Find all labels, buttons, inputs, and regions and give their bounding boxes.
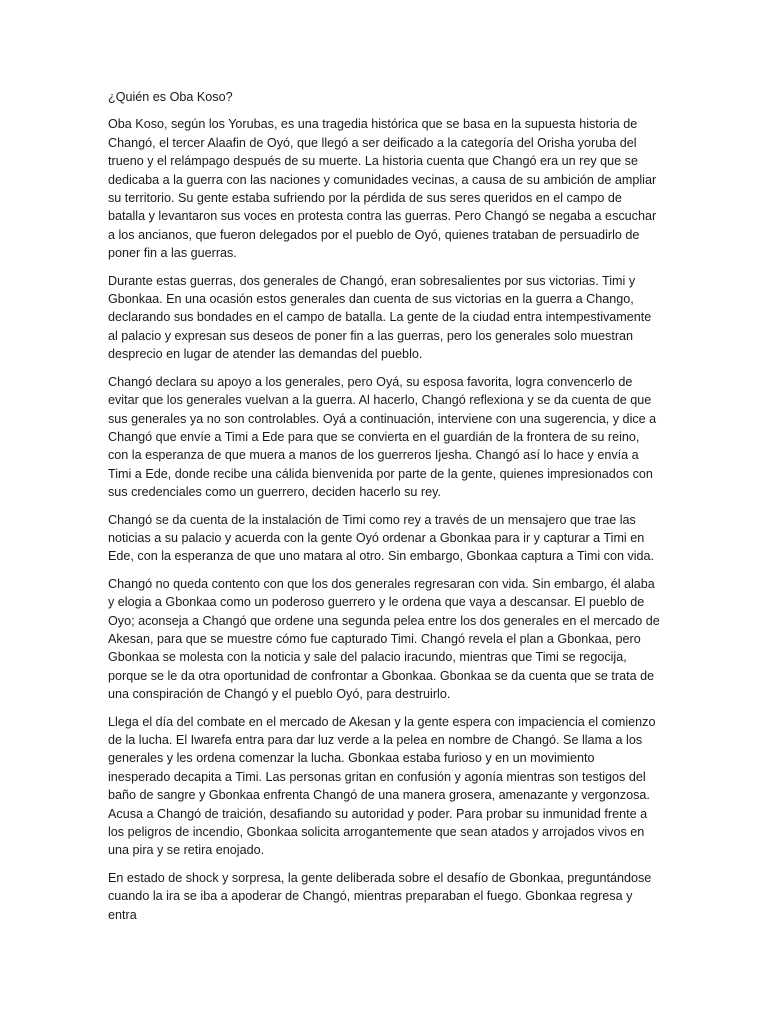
paragraph-5: Changó no queda contento con que los dos generales regresaran con vida. Sin embargo, él alaba y elogia a Gbonkaa como un poderoso guerrero y le ordena que vaya a descansar. El pueblo de Oyo; aconseja a Changó que ordene una segunda pelea entre los dos generales en el mercado de Akesan, para que se muestre cómo fue capturado Timi. Changó revela el plan a Gbonkaa, pero Gbonkaa se molesta con la noticia y sale del palacio iracundo, mientras que Timi se regocija, porque se le da otra oportunidad de confrontar a Gbonkaa. Gbonkaa se da cuenta que se trata de una conspiración de Changó y el pueblo Oyó, para destruirlo. — [108, 576, 660, 702]
document-page — [108, 88, 660, 933]
paragraph-2: Durante estas guerras, dos generales de Changó, eran sobresalientes por sus victorias. Timi y Gbonkaa. En una ocasión estos generales dan cuenta de sus victorias en la guerra a Chango, declarando sus bondades en el campo de batalla. La gente de la ciudad entra intempestivamente al palacio y expresan sus deseos de poner fin a las guerras, pero los generales solo muestran desprecio en lugar de atender las demandas del pueblo. — [108, 273, 652, 362]
document-title: ¿Quién es Oba Koso? — [108, 90, 233, 104]
paragraph-3: Changó declara su apoyo a los generales, pero Oyá, su esposa favorita, logra convencerlo de evitar que los generales vuelvan a la guerra. Al hacerlo, Changó reflexiona y se da cuenta de que sus generales ya no son controlables. Oyá a continuación, interviene con una sugerencia, y dice a Changó que envíe a Timi a Ede para que se convierta en el guardián de la frontera de su reino, con la esperanza de que muera a manos de los guerreros Ijesha. Changó así lo hace y envía a Timi a Ede, donde recibe una cálida bienvenida por parte de la gente, quienes impresionados con sus credenciales como un guerrero, deciden hacerlo su rey. — [108, 374, 657, 500]
paragraph-1: Oba Koso, según los Yorubas, es una tragedia histórica que se basa en la supuesta historia de Changó, el tercer Alaafin de Oyó, que llegó a ser deificado a la categoría del Orisha yoruba del trueno y el relámpago después de su muerte. La historia cuenta que Changó era un rey que se dedicaba a la guerra con las naciones y comunidades vecinas, a causa de su ambición de ampliar su territorio. Su gente estaba sufriendo por la pérdida de sus seres queridos en el campo de batalla y levantaron sus voces en protesta contra las guerras. Pero Changó se negaba a escuchar a los ancianos, que fueron delegados por el pueblo de Oyó, quienes trataban de persuadirlo de poner fin a las guerras. — [108, 117, 657, 261]
paragraph-4: Changó se da cuenta de la instalación de Timi como rey a través de un mensajero que trae las noticias a su palacio y acuerda con la gente Oyó ordenar a Gbonkaa para ir y capturar a Timi en Ede, con la esperanza de que uno matara al otro. Sin embargo, Gbonkaa captura a Timi con vida. — [108, 512, 655, 564]
paragraph-7: En estado de shock y sorpresa, la gente deliberada sobre el desafío de Gbonkaa, preguntándose cuando la ira se iba a apoderar de Changó, mientras preparaban el fuego. Gbonkaa regresa y entra — [108, 870, 652, 922]
paragraph-6: Llega el día del combate en el mercado de Akesan y la gente espera con impaciencia el comienzo de la lucha. El Iwarefa entra para dar luz verde a la pelea en nombre de Changó. Se llama a los generales y les ordena comenzar la lucha. Gbonkaa estaba furioso y en un movimiento inesperado decapita a Timi. Las personas gritan en confusión y agonía mientras son testigos del baño de sangre y Gbonkaa enfrenta Changó de una manera grosera, amenazante y vergonzosa. Acusa a Changó de traición, desafiando su autoridad y poder. Para probar su inmunidad frente a los peligros de incendio, Gbonkaa solicita arrogantemente que sean atados y arrojados vivos en una pira y se retira enojado. — [108, 714, 656, 858]
